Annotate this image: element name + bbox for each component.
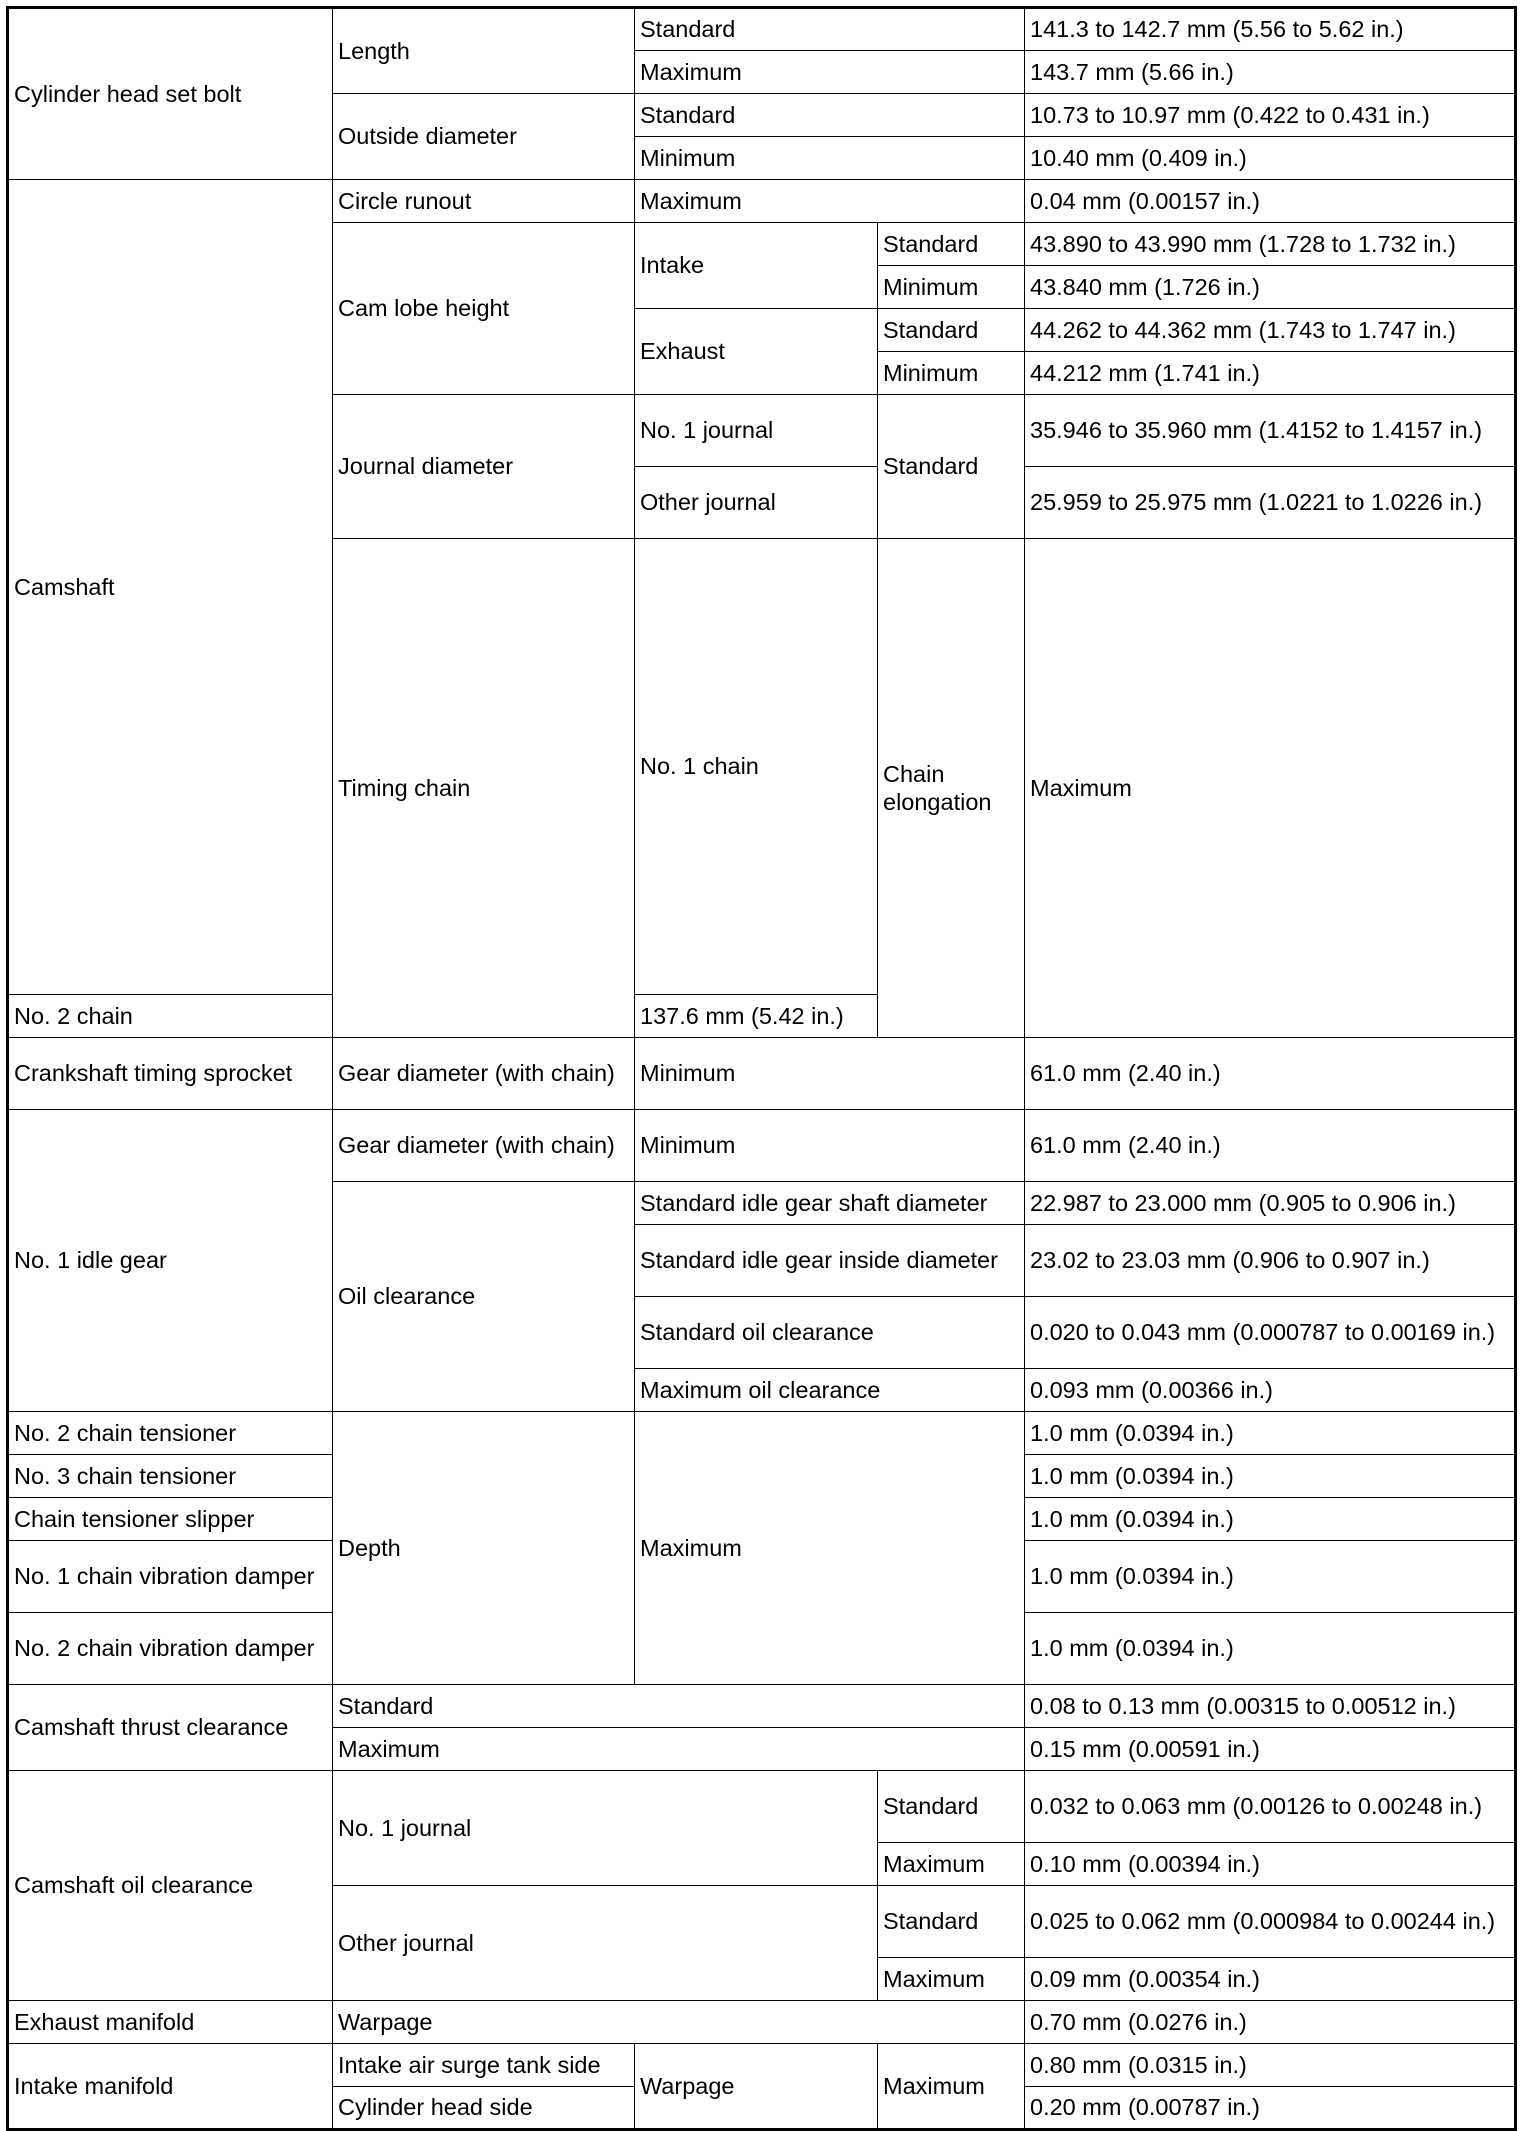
thrust-clearance-label: Camshaft thrust clearance xyxy=(8,1685,333,1771)
depth-item-value: 1.0 mm (0.0394 in.) xyxy=(1025,1455,1516,1498)
length-maximum-label: Maximum xyxy=(635,51,1025,94)
depth-maximum-label: Maximum xyxy=(635,1412,1025,1685)
thrust-standard-value: 0.08 to 0.13 mm (0.00315 to 0.00512 in.) xyxy=(1025,1685,1516,1728)
idle-oil-clearance-label: Oil clearance xyxy=(333,1182,635,1412)
no2-chain-value: 137.6 mm (5.42 in.) xyxy=(635,995,878,1038)
oc-other-journal-label: Other journal xyxy=(333,1886,878,2001)
chain-maximum-label: Maximum xyxy=(1025,539,1516,1038)
intake-minimum-label: Minimum xyxy=(878,266,1025,309)
no1-journal-value: 35.946 to 35.960 mm (1.4152 to 1.4157 in.) xyxy=(1025,395,1516,467)
journal-diameter-label: Journal diameter xyxy=(333,395,635,539)
outside-diameter-label: Outside diameter xyxy=(333,94,635,180)
length-maximum-value: 143.7 mm (5.66 in.) xyxy=(1025,51,1516,94)
cylinder-head-side-label: Cylinder head side xyxy=(333,2087,635,2130)
std-oil-clearance-value: 0.020 to 0.043 mm (0.000787 to 0.00169 in.) xyxy=(1025,1297,1516,1369)
exhaust-minimum-label: Minimum xyxy=(878,352,1025,395)
no2-chain-label: No. 2 chain xyxy=(8,995,333,1038)
depth-item-value: 1.0 mm (0.0394 in.) xyxy=(1025,1613,1516,1685)
surge-tank-side-value: 0.80 mm (0.0315 in.) xyxy=(1025,2044,1516,2087)
exhaust-manifold-value: 0.70 mm (0.0276 in.) xyxy=(1025,2001,1516,2044)
circle-runout-value: 0.04 mm (0.00157 in.) xyxy=(1025,180,1516,223)
idle-gear-label: No. 1 idle gear xyxy=(8,1110,333,1412)
depth-item-label: No. 2 chain tensioner xyxy=(8,1412,333,1455)
intake-minimum-value: 43.840 mm (1.726 in.) xyxy=(1025,266,1516,309)
depth-item-label: No. 3 chain tensioner xyxy=(8,1455,333,1498)
sprocket-value: 61.0 mm (2.40 in.) xyxy=(1025,1038,1516,1110)
journal-standard-label: Standard xyxy=(878,395,1025,539)
od-minimum-label: Minimum xyxy=(635,137,1025,180)
inside-diameter-value: 23.02 to 23.03 mm (0.906 to 0.907 in.) xyxy=(1025,1225,1516,1297)
exhaust-standard-value: 44.262 to 44.362 mm (1.743 to 1.747 in.) xyxy=(1025,309,1516,352)
oc-other-maximum-label: Maximum xyxy=(878,1958,1025,2001)
shaft-diameter-label: Standard idle gear shaft diameter xyxy=(635,1182,1025,1225)
thrust-maximum-value: 0.15 mm (0.00591 in.) xyxy=(1025,1728,1516,1771)
chain-elongation-label: Chain elongation xyxy=(878,539,1025,1038)
depth-item-label: No. 1 chain vibration damper xyxy=(8,1541,333,1613)
intake-standard-label: Standard xyxy=(878,223,1025,266)
inside-diameter-label: Standard idle gear inside diameter xyxy=(635,1225,1025,1297)
length-standard-label: Standard xyxy=(635,8,1025,51)
oc-no1-maximum-value: 0.10 mm (0.00394 in.) xyxy=(1025,1843,1516,1886)
thrust-maximum-label: Maximum xyxy=(333,1728,1025,1771)
oc-no1-journal-label: No. 1 journal xyxy=(333,1771,878,1886)
timing-chain-label: Timing chain xyxy=(333,539,635,1038)
depth-item-value: 1.0 mm (0.0394 in.) xyxy=(1025,1541,1516,1613)
intake-maximum-label: Maximum xyxy=(878,2044,1025,2130)
od-minimum-value: 10.40 mm (0.409 in.) xyxy=(1025,137,1516,180)
camshaft-label: Camshaft xyxy=(8,180,333,995)
oc-other-standard-label: Standard xyxy=(878,1886,1025,1958)
intake-label: Intake xyxy=(635,223,878,309)
exhaust-label: Exhaust xyxy=(635,309,878,395)
specification-table xyxy=(6,6,1517,2131)
other-journal-value: 25.959 to 25.975 mm (1.0221 to 1.0226 in.) xyxy=(1025,467,1516,539)
crankshaft-sprocket-label: Crankshaft timing sprocket xyxy=(8,1038,333,1110)
shaft-diameter-value: 22.987 to 23.000 mm (0.905 to 0.906 in.) xyxy=(1025,1182,1516,1225)
exhaust-manifold-label: Exhaust manifold xyxy=(8,2001,333,2044)
circle-runout-label: Circle runout xyxy=(333,180,635,223)
std-oil-clearance-label: Standard oil clearance xyxy=(635,1297,1025,1369)
depth-item-label: Chain tensioner slipper xyxy=(8,1498,333,1541)
oc-no1-standard-value: 0.032 to 0.063 mm (0.00126 to 0.00248 in.) xyxy=(1025,1771,1516,1843)
intake-warpage-label: Warpage xyxy=(635,2044,878,2130)
oc-other-standard-value: 0.025 to 0.062 mm (0.000984 to 0.00244 in.) xyxy=(1025,1886,1516,1958)
sprocket-gear-diameter-label: Gear diameter (with chain) xyxy=(333,1038,635,1110)
depth-item-value: 1.0 mm (0.0394 in.) xyxy=(1025,1498,1516,1541)
exhaust-minimum-value: 44.212 mm (1.741 in.) xyxy=(1025,352,1516,395)
oil-clearance-label: Camshaft oil clearance xyxy=(8,1771,333,2001)
other-journal-label: Other journal xyxy=(635,467,878,539)
exhaust-warpage-label: Warpage xyxy=(333,2001,1025,2044)
idle-gear-minimum-label: Minimum xyxy=(635,1110,1025,1182)
depth-label: Depth xyxy=(333,1412,635,1685)
circle-runout-maximum-label: Maximum xyxy=(635,180,1025,223)
exhaust-standard-label: Standard xyxy=(878,309,1025,352)
length-label: Length xyxy=(333,8,635,94)
length-standard-value: 141.3 to 142.7 mm (5.56 to 5.62 in.) xyxy=(1025,8,1516,51)
cam-lobe-height-label: Cam lobe height xyxy=(333,223,635,395)
cylinder-head-side-value: 0.20 mm (0.00787 in.) xyxy=(1025,2087,1516,2130)
oc-no1-maximum-label: Maximum xyxy=(878,1843,1025,1886)
intake-standard-value: 43.890 to 43.990 mm (1.728 to 1.732 in.) xyxy=(1025,223,1516,266)
max-oil-clearance-label: Maximum oil clearance xyxy=(635,1369,1025,1412)
idle-gear-diameter-value: 61.0 mm (2.40 in.) xyxy=(1025,1110,1516,1182)
no1-journal-label: No. 1 journal xyxy=(635,395,878,467)
od-standard-value: 10.73 to 10.97 mm (0.422 to 0.431 in.) xyxy=(1025,94,1516,137)
thrust-standard-label: Standard xyxy=(333,1685,1025,1728)
no1-chain-label: No. 1 chain xyxy=(635,539,878,995)
cylinder-head-set-bolt-label: Cylinder head set bolt xyxy=(8,8,333,180)
sprocket-minimum-label: Minimum xyxy=(635,1038,1025,1110)
oc-other-maximum-value: 0.09 mm (0.00354 in.) xyxy=(1025,1958,1516,2001)
depth-item-value: 1.0 mm (0.0394 in.) xyxy=(1025,1412,1516,1455)
surge-tank-side-label: Intake air surge tank side xyxy=(333,2044,635,2087)
od-standard-label: Standard xyxy=(635,94,1025,137)
oc-no1-standard-label: Standard xyxy=(878,1771,1025,1843)
depth-item-label: No. 2 chain vibration damper xyxy=(8,1613,333,1685)
max-oil-clearance-value: 0.093 mm (0.00366 in.) xyxy=(1025,1369,1516,1412)
idle-gear-diameter-label: Gear diameter (with chain) xyxy=(333,1110,635,1182)
intake-manifold-label: Intake manifold xyxy=(8,2044,333,2130)
